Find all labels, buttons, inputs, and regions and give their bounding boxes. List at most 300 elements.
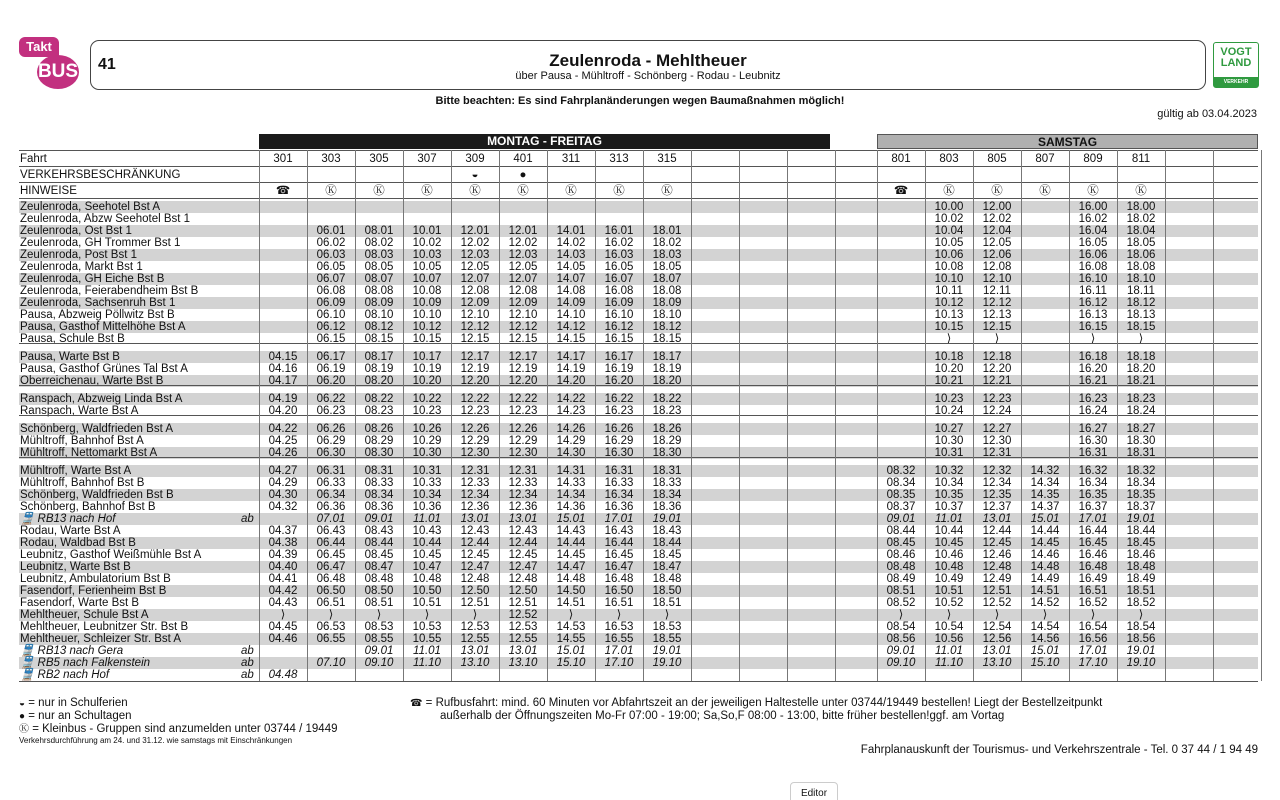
saturday-time: 18.44 — [1126, 525, 1156, 537]
stop-name: Zeulenroda, Feierabendheim Bst B — [20, 285, 199, 297]
weekday-time: 12.31 — [508, 465, 538, 477]
stop-name: Fasendorf, Ferienheim Bst B — [20, 585, 167, 597]
saturday-time: 18.10 — [1126, 273, 1156, 285]
stop-name: 🚆 RB13 nach Hof — [20, 513, 116, 525]
weekday-time: 12.31 — [460, 465, 490, 477]
weekday-time: 10.33 — [412, 477, 442, 489]
weekday-time: 18.50 — [652, 585, 682, 597]
weekday-time: 18.19 — [652, 363, 682, 375]
notes-row-saturday-cell: ☎ — [893, 185, 909, 197]
weekday-time: 12.08 — [460, 285, 490, 297]
weekday-time: 06.05 — [316, 261, 346, 273]
table-row — [19, 549, 1258, 561]
saturday-time: 14.51 — [1030, 585, 1060, 597]
weekday-time: 12.48 — [508, 573, 538, 585]
saturday-time: 18.02 — [1126, 213, 1156, 225]
section-weekday: MONTAG - FREITAG — [259, 134, 830, 149]
weekday-time: 12.52 — [508, 609, 538, 621]
saturday-time: 17.01 — [1078, 513, 1108, 525]
stop-name: Mehltheuer, Leubnitzer Str. Bst B — [20, 621, 189, 633]
weekday-time: 10.01 — [412, 225, 442, 237]
table-bottom-line — [19, 681, 1258, 682]
weekday-time: 14.29 — [556, 435, 586, 447]
saturday-time: 14.44 — [1030, 525, 1060, 537]
weekday-time: 06.17 — [316, 351, 346, 363]
saturday-time: 16.51 — [1078, 585, 1108, 597]
weekday-time: 10.20 — [412, 375, 442, 387]
saturday-time: 16.08 — [1078, 261, 1108, 273]
weekday-time: 18.51 — [652, 597, 682, 609]
legend-school-days — [19, 710, 338, 723]
column-line — [1261, 150, 1262, 681]
weekday-time: 06.26 — [316, 423, 346, 435]
weekday-time: 04.15 — [268, 351, 298, 363]
weekday-time: 12.17 — [508, 351, 538, 363]
weekday-time: 12.26 — [508, 423, 538, 435]
saturday-time: 18.37 — [1126, 501, 1156, 513]
weekday-time: 11.01 — [413, 645, 441, 657]
saturday-time: 16.27 — [1078, 423, 1108, 435]
column-line — [973, 150, 974, 681]
weekday-time: 12.43 — [508, 525, 538, 537]
saturday-time: 16.00 — [1078, 201, 1108, 213]
table-row — [19, 225, 1258, 237]
table-row — [19, 585, 1258, 597]
stop-name: Mühltroff, Bahnhof Bst B — [20, 477, 145, 489]
weekday-time: 11.01 — [413, 513, 441, 525]
stop-name: Zeulenroda, GH Eiche Bst B — [20, 273, 165, 285]
saturday-time: 16.44 — [1078, 525, 1108, 537]
saturday-time: 16.13 — [1078, 309, 1108, 321]
weekday-time: 12.09 — [460, 297, 490, 309]
saturday-time: 12.49 — [982, 573, 1012, 585]
weekday-time: 10.12 — [412, 321, 442, 333]
column-line — [547, 150, 548, 681]
saturday-time: 12.18 — [982, 351, 1012, 363]
saturday-time: 10.11 — [935, 285, 963, 297]
saturday-time: 12.46 — [982, 549, 1012, 561]
weekday-time: 12.29 — [508, 435, 538, 447]
table-row — [19, 489, 1258, 501]
legend-school-holidays-text: = nur in Schulferien — [28, 697, 128, 709]
saturday-time: 18.31 — [1126, 447, 1156, 459]
stop-name: Mehltheuer, Schleizer Str. Bst A — [20, 633, 182, 645]
weekday-time: 10.19 — [412, 363, 442, 375]
trip-row-weekday-cell: 309 — [465, 153, 485, 165]
weekday-time: 16.01 — [604, 225, 634, 237]
weekday-time: 16.45 — [604, 549, 634, 561]
weekday-time: 12.22 — [508, 393, 538, 405]
saturday-time: 10.10 — [934, 273, 964, 285]
weekday-time: 08.43 — [364, 525, 394, 537]
saturday-time: 18.51 — [1126, 585, 1156, 597]
weekday-time: 08.17 — [364, 351, 394, 363]
weekday-time: 12.23 — [460, 405, 490, 417]
weekday-time: 12.20 — [460, 375, 490, 387]
saturday-time: 10.46 — [934, 549, 964, 561]
restriction-row-weekday-cell: ● — [519, 169, 527, 181]
weekday-time: 16.34 — [604, 489, 634, 501]
saturday-time: 18.45 — [1126, 537, 1156, 549]
weekday-time: 12.30 — [508, 447, 538, 459]
saturday-time: 16.31 — [1078, 447, 1108, 459]
saturday-time: 15.01 — [1030, 645, 1060, 657]
weekday-time: 18.10 — [652, 309, 682, 321]
table-row — [19, 213, 1258, 225]
saturday-time: 12.27 — [982, 423, 1012, 435]
weekday-time: 10.09 — [412, 297, 442, 309]
weekday-time: 16.02 — [604, 237, 634, 249]
saturday-time: 18.34 — [1126, 477, 1156, 489]
weekday-time: 10.23 — [412, 405, 442, 417]
saturday-time: 17.10 — [1078, 657, 1108, 669]
weekday-time: 17.10 — [604, 657, 634, 669]
weekday-time: 12.55 — [460, 633, 490, 645]
weekday-time: 06.03 — [316, 249, 346, 261]
weekday-time: 14.19 — [556, 363, 586, 375]
weekday-time: 14.44 — [556, 537, 586, 549]
weekday-time: 08.15 — [364, 333, 394, 345]
saturday-time: 10.52 — [934, 597, 964, 609]
notes-row-weekday-cell: Ⓚ — [325, 185, 337, 197]
weekday-time: 12.50 — [460, 585, 490, 597]
saturday-time: 12.45 — [982, 537, 1012, 549]
column-line — [691, 150, 692, 681]
weekday-time: 04.26 — [268, 447, 298, 459]
table-row — [19, 249, 1258, 261]
weekday-time: 18.29 — [652, 435, 682, 447]
weekday-time: 12.01 — [460, 225, 490, 237]
group-divider — [19, 457, 1258, 458]
saturday-time: 16.15 — [1078, 321, 1108, 333]
weekday-time: 09.01 — [364, 513, 394, 525]
editor-button[interactable]: Editor — [790, 782, 838, 800]
saturday-time: 10.51 — [934, 585, 964, 597]
weekday-time: 08.55 — [364, 633, 394, 645]
saturday-time: 10.32 — [934, 465, 964, 477]
weekday-time: 13.01 — [508, 645, 538, 657]
group-divider — [19, 415, 1258, 416]
saturday-time: 14.52 — [1030, 597, 1060, 609]
stop-name: Mehltheuer, Schule Bst A — [20, 609, 149, 621]
weekday-time: 18.03 — [652, 249, 682, 261]
weekday-time: 06.43 — [316, 525, 346, 537]
weekday-time: 12.19 — [460, 363, 490, 375]
column-line — [739, 150, 740, 681]
saturday-time: 14.37 — [1030, 501, 1060, 513]
saturday-time: 18.21 — [1126, 375, 1156, 387]
weekday-time: 06.01 — [316, 225, 346, 237]
weekday-time: 08.51 — [364, 597, 394, 609]
stop-name: Pausa, Warte Bst B — [20, 351, 120, 363]
saturday-time: 12.30 — [982, 435, 1012, 447]
line-number: 41 — [98, 56, 116, 73]
saturday-time: 18.30 — [1126, 435, 1156, 447]
weekday-time: 14.15 — [556, 333, 586, 345]
weekday-time: 06.33 — [316, 477, 346, 489]
weekday-time: 08.48 — [364, 573, 394, 585]
weekday-time: 06.29 — [316, 435, 346, 447]
table-row — [19, 645, 1258, 657]
weekday-time: 08.05 — [364, 261, 394, 273]
weekday-time: 14.23 — [556, 405, 586, 417]
saturday-time: 12.56 — [982, 633, 1012, 645]
table-row — [19, 561, 1258, 573]
weekday-time: 08.22 — [364, 393, 394, 405]
saturday-time: 19.01 — [1126, 513, 1156, 525]
weekday-time: 16.43 — [604, 525, 634, 537]
saturday-time: 12.12 — [982, 297, 1012, 309]
weekday-time: 08.26 — [364, 423, 394, 435]
weekday-time: 08.23 — [364, 405, 394, 417]
saturday-time: 19.10 — [1126, 657, 1156, 669]
weekday-time: 10.31 — [412, 465, 442, 477]
weekday-time: 04.43 — [268, 597, 298, 609]
stop-name: Pausa, Abzweig Pöllwitz Bst B — [20, 309, 175, 321]
saturday-time: 10.20 — [934, 363, 964, 375]
saturday-time: 10.02 — [934, 213, 964, 225]
trip-row-saturday-cell: 809 — [1083, 153, 1103, 165]
departure-marker: ab — [241, 669, 254, 681]
weekday-time: 08.20 — [364, 375, 394, 387]
weekday-time: 18.43 — [652, 525, 682, 537]
brand-line2: LAND — [1220, 57, 1252, 69]
saturday-time: 18.24 — [1126, 405, 1156, 417]
weekday-time: 14.02 — [556, 237, 586, 249]
table-row — [19, 597, 1258, 609]
notes-row-weekday-cell: ☎ — [275, 185, 291, 197]
saturday-time: 17.01 — [1078, 645, 1108, 657]
saturday-time: 08.45 — [886, 537, 916, 549]
weekday-time: 04.37 — [268, 525, 298, 537]
weekday-time: 10.15 — [412, 333, 442, 345]
saturday-time: 16.37 — [1078, 501, 1108, 513]
column-line — [1117, 150, 1118, 681]
table-row — [19, 633, 1258, 645]
saturday-time: 16.30 — [1078, 435, 1108, 447]
weekday-time: 13.01 — [460, 645, 490, 657]
weekday-time: 04.38 — [268, 537, 298, 549]
column-line — [877, 150, 878, 681]
saturday-time: 10.56 — [934, 633, 964, 645]
saturday-time: 10.37 — [934, 501, 964, 513]
weekday-time: 12.03 — [508, 249, 538, 261]
saturday-time: 16.56 — [1078, 633, 1108, 645]
saturday-time: ⟩ — [994, 609, 1000, 621]
weekday-time: 16.33 — [604, 477, 634, 489]
weekday-time: 18.31 — [652, 465, 682, 477]
table-row — [19, 321, 1258, 333]
saturday-time: 12.31 — [982, 447, 1012, 459]
saturday-time: 12.54 — [982, 621, 1012, 633]
weekday-time: 14.03 — [556, 249, 586, 261]
weekday-time: 04.29 — [268, 477, 298, 489]
saturday-time: 11.01 — [935, 513, 963, 525]
weekday-time: 04.16 — [268, 363, 298, 375]
weekday-time: 16.19 — [604, 363, 634, 375]
trip-row-saturday-cell: 811 — [1131, 153, 1151, 165]
saturday-time: 18.46 — [1126, 549, 1156, 561]
saturday-time: 16.02 — [1078, 213, 1108, 225]
weekday-time: 12.36 — [508, 501, 538, 513]
stop-name: Leubnitz, Gasthof Weißmühle Bst A — [20, 549, 202, 561]
weekday-time: 10.50 — [412, 585, 442, 597]
saturday-time: 10.18 — [934, 351, 964, 363]
minibus-icon: Ⓚ — [19, 724, 29, 735]
weekday-time: 14.48 — [556, 573, 586, 585]
saturday-time: 12.48 — [982, 561, 1012, 573]
weekday-time: 18.48 — [652, 573, 682, 585]
notes-row-saturday-cell: Ⓚ — [1135, 185, 1147, 197]
weekday-time: 04.17 — [268, 375, 298, 387]
legend-school-days-text: = nur an Schultagen — [28, 710, 132, 722]
weekday-time: 06.22 — [316, 393, 346, 405]
table-row — [19, 609, 1258, 621]
column-line — [259, 150, 260, 681]
phone-icon: ☎ — [410, 698, 423, 709]
saturday-time: 08.52 — [886, 597, 916, 609]
legend-minibus — [19, 723, 338, 736]
stop-name: Schönberg, Waldfrieden Bst A — [20, 423, 173, 435]
weekday-time: ⟩ — [280, 609, 286, 621]
saturday-time: 18.35 — [1126, 489, 1156, 501]
table-row — [19, 273, 1258, 285]
restriction-row-label: VERKEHRSBESCHRÄNKUNG — [20, 169, 181, 181]
saturday-time: 08.49 — [886, 573, 916, 585]
trip-row-weekday-cell: 401 — [513, 153, 533, 165]
weekday-time: 08.50 — [364, 585, 394, 597]
weekday-time: 10.47 — [412, 561, 442, 573]
saturday-time: 12.37 — [982, 501, 1012, 513]
saturday-time: 08.56 — [886, 633, 916, 645]
weekday-time: 16.07 — [604, 273, 634, 285]
stop-name: Leubnitz, Ambulatorium Bst B — [20, 573, 171, 585]
table-row — [19, 435, 1258, 447]
weekday-time: 10.29 — [412, 435, 442, 447]
weekday-time: 19.01 — [652, 513, 682, 525]
weekday-time: 16.44 — [604, 537, 634, 549]
weekday-time: 14.43 — [556, 525, 586, 537]
saturday-time: 18.15 — [1126, 321, 1156, 333]
saturday-time: 14.48 — [1030, 561, 1060, 573]
trip-row-weekday-cell: 313 — [609, 153, 629, 165]
weekday-time: 18.12 — [652, 321, 682, 333]
weekday-time: 16.15 — [604, 333, 634, 345]
weekday-time: 06.51 — [316, 597, 346, 609]
weekday-time: 18.33 — [652, 477, 682, 489]
saturday-time: 08.35 — [886, 489, 916, 501]
table-row — [19, 657, 1258, 669]
saturday-time: 18.56 — [1126, 633, 1156, 645]
saturday-time: 16.46 — [1078, 549, 1108, 561]
notes-row-weekday-cell: Ⓚ — [661, 185, 673, 197]
weekday-time: 12.23 — [508, 405, 538, 417]
stop-name: Mühltroff, Bahnhof Bst A — [20, 435, 144, 447]
saturday-time: 10.27 — [934, 423, 964, 435]
weekday-time: 14.17 — [556, 351, 586, 363]
weekday-time: 13.01 — [460, 513, 490, 525]
weekday-time: 04.48 — [268, 669, 298, 681]
trip-row-saturday-cell: 803 — [939, 153, 959, 165]
table-row — [19, 573, 1258, 585]
saturday-time: 08.32 — [886, 465, 916, 477]
weekday-time: 06.10 — [316, 309, 346, 321]
weekday-time: 08.01 — [364, 225, 394, 237]
logo-takt: Takt — [19, 37, 59, 57]
saturday-time: 12.23 — [982, 393, 1012, 405]
saturday-time: 18.11 — [1127, 285, 1155, 297]
stop-name: Rodau, Warte Bst A — [20, 525, 121, 537]
saturday-time: 10.13 — [934, 309, 964, 321]
weekday-time: 10.51 — [412, 597, 442, 609]
weekday-time: 14.20 — [556, 375, 586, 387]
weekday-time: 14.36 — [556, 501, 586, 513]
weekday-time: 10.22 — [412, 393, 442, 405]
weekday-time: 16.03 — [604, 249, 634, 261]
saturday-time: 18.06 — [1126, 249, 1156, 261]
saturday-time: ⟩ — [994, 333, 1000, 345]
weekday-time: 04.30 — [268, 489, 298, 501]
saturday-time: 12.35 — [982, 489, 1012, 501]
weekday-time: 10.53 — [412, 621, 442, 633]
weekday-time: 10.48 — [412, 573, 442, 585]
saturday-time: ⟩ — [1090, 609, 1096, 621]
saturday-time: 16.18 — [1078, 351, 1108, 363]
saturday-time: 10.35 — [934, 489, 964, 501]
stop-name: Zeulenroda, Post Bst 1 — [20, 249, 137, 261]
weekday-time: 06.55 — [316, 633, 346, 645]
weekday-time: 04.27 — [268, 465, 298, 477]
weekday-time: 13.10 — [460, 657, 490, 669]
saturday-time: 10.44 — [934, 525, 964, 537]
saturday-time: 10.45 — [934, 537, 964, 549]
saturday-time: 18.05 — [1126, 237, 1156, 249]
weekday-time: 06.48 — [316, 573, 346, 585]
weekday-time: 12.26 — [460, 423, 490, 435]
weekday-time: 14.45 — [556, 549, 586, 561]
weekday-time: 08.47 — [364, 561, 394, 573]
weekday-time: 14.22 — [556, 393, 586, 405]
weekday-time: 14.55 — [556, 633, 586, 645]
weekday-time: 10.07 — [412, 273, 442, 285]
saturday-time: 10.23 — [934, 393, 964, 405]
weekday-time: 14.08 — [556, 285, 586, 297]
weekday-time: 04.41 — [268, 573, 298, 585]
weekday-time: 12.15 — [460, 333, 490, 345]
saturday-time: 18.04 — [1126, 225, 1156, 237]
trip-row-weekday-cell: 301 — [273, 153, 293, 165]
saturday-time: 08.44 — [886, 525, 916, 537]
weekday-time: 06.53 — [316, 621, 346, 633]
saturday-time: 10.49 — [934, 573, 964, 585]
notes-row-saturday-cell: Ⓚ — [1039, 185, 1051, 197]
weekday-time: 12.02 — [460, 237, 490, 249]
saturday-time: 08.46 — [886, 549, 916, 561]
saturday-time: 19.01 — [1126, 645, 1156, 657]
saturday-time: 18.20 — [1126, 363, 1156, 375]
table-row — [19, 237, 1258, 249]
weekday-time: 12.51 — [460, 597, 490, 609]
weekday-time: 12.45 — [460, 549, 490, 561]
info-hotline: Fahrplanauskunft der Tourismus- und Verkehrszentrale - Tel. 0 37 44 / 1 94 49 — [860, 744, 1258, 756]
weekday-time: 10.26 — [412, 423, 442, 435]
weekday-time: 08.07 — [364, 273, 394, 285]
weekday-time: 08.30 — [364, 447, 394, 459]
weekday-time: 13.01 — [508, 513, 538, 525]
weekday-time: 06.34 — [316, 489, 346, 501]
saturday-time: 18.18 — [1126, 351, 1156, 363]
saturday-time: 16.45 — [1078, 537, 1108, 549]
